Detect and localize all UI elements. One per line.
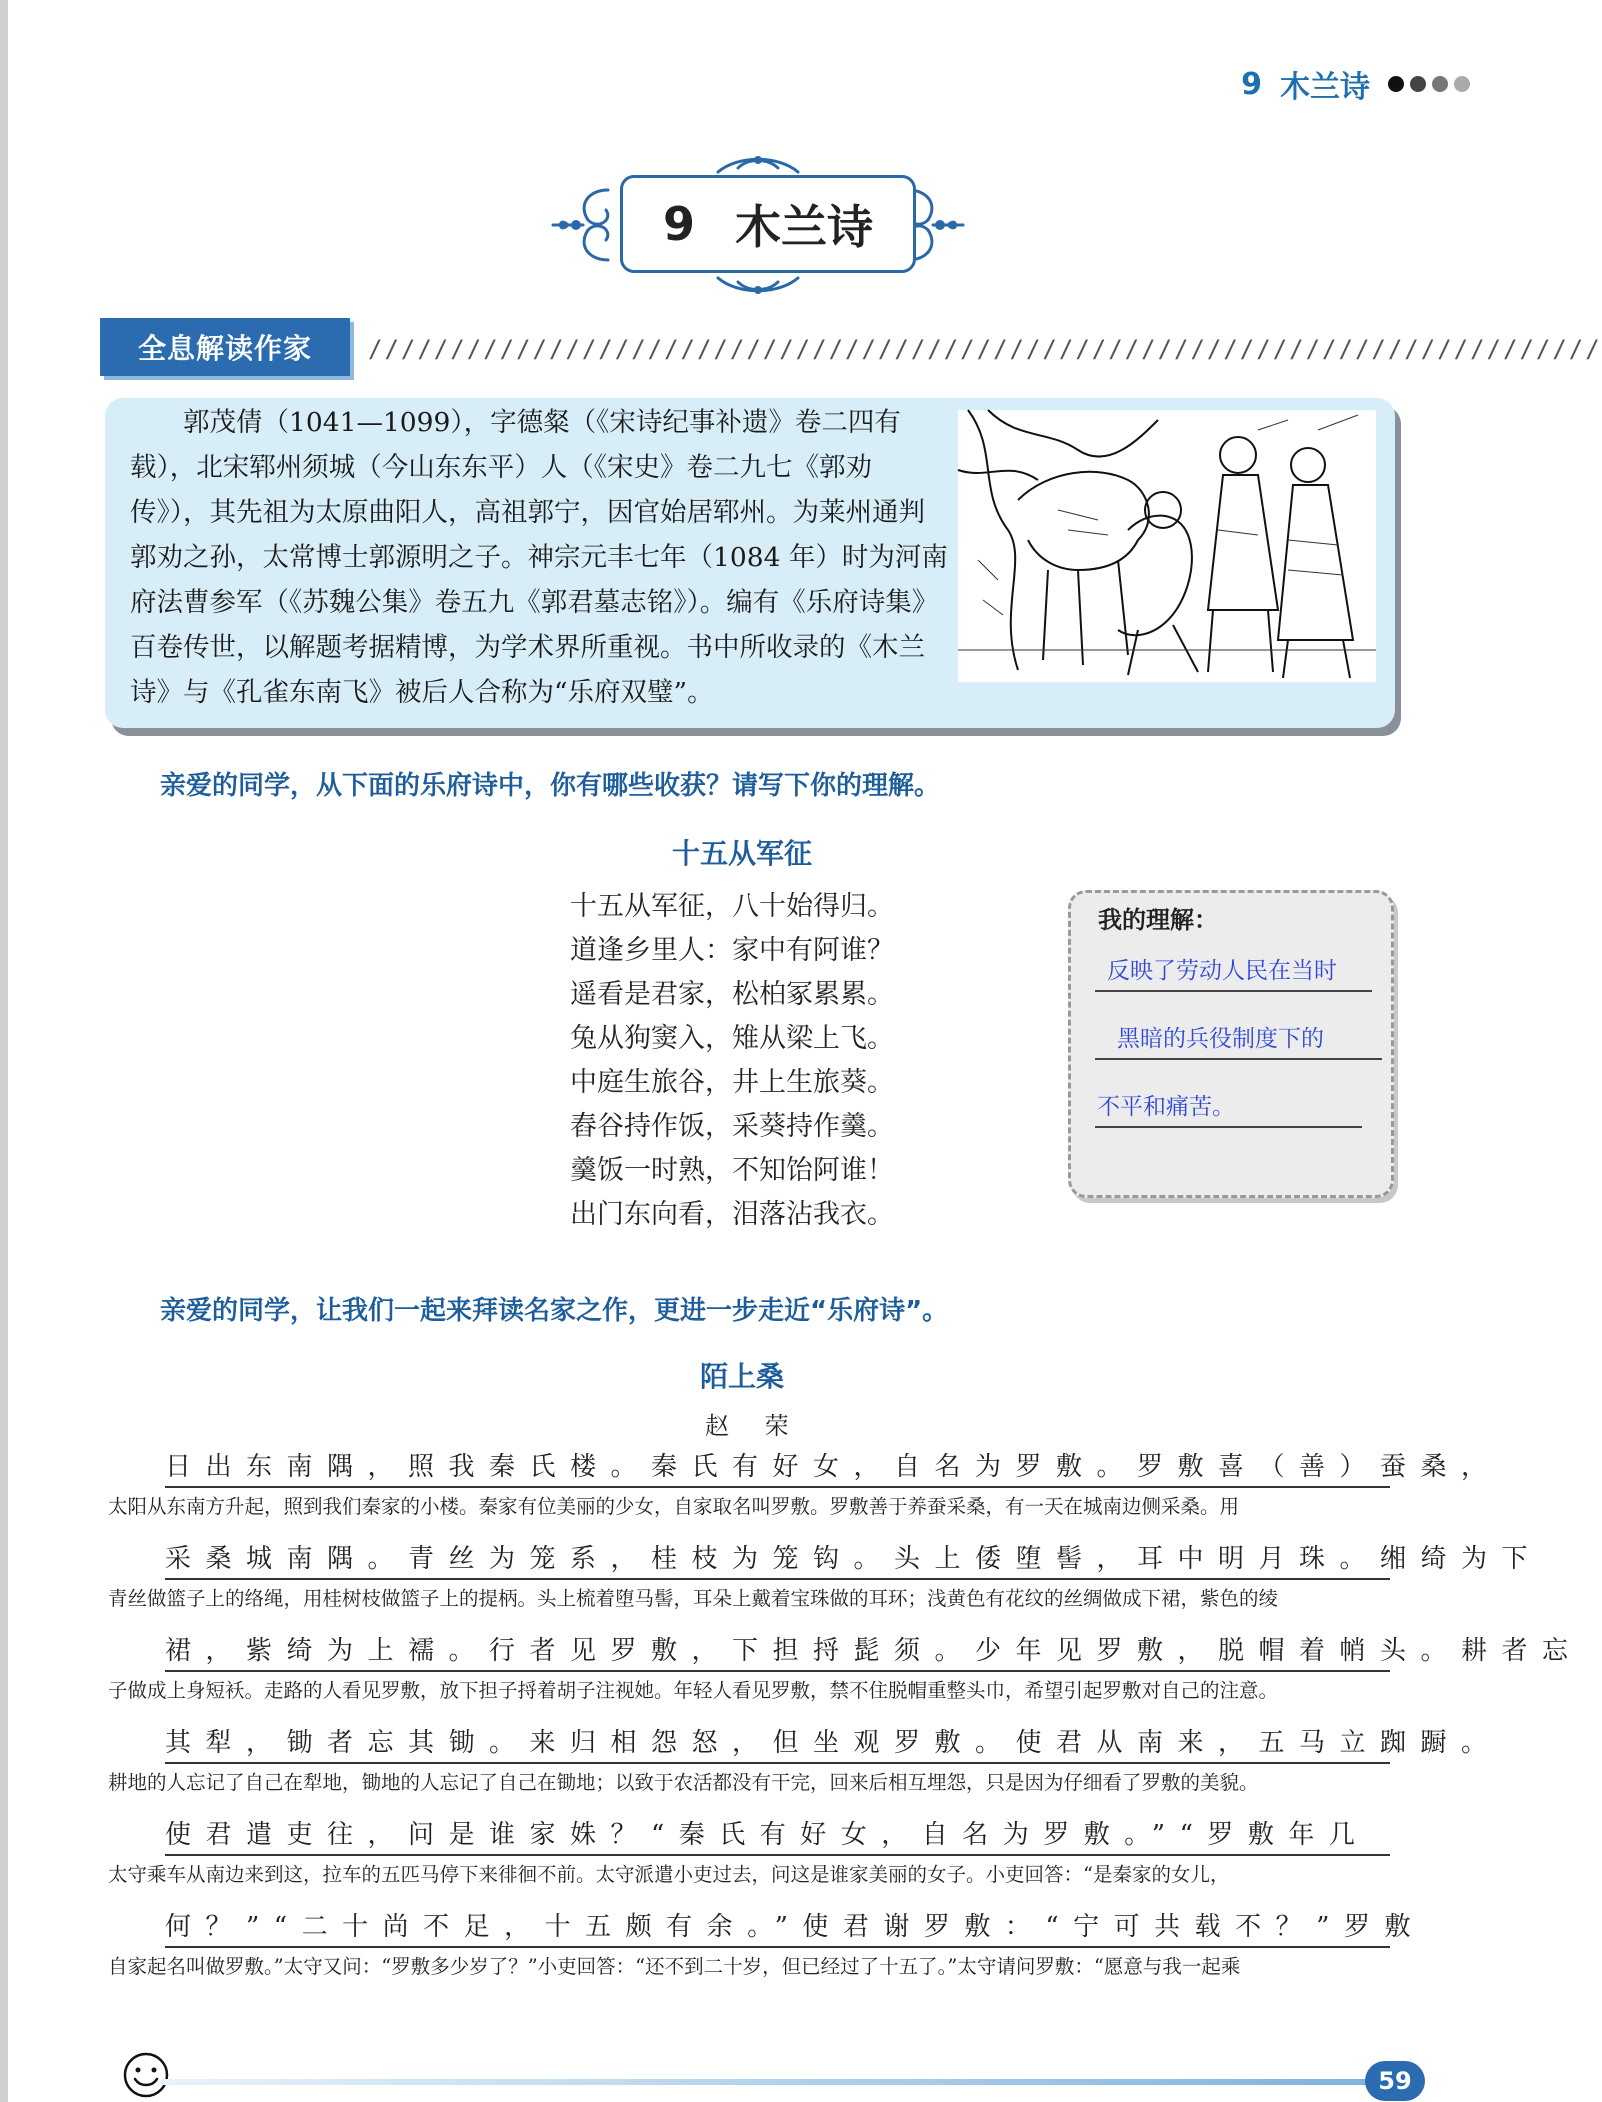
binding-strip — [0, 0, 8, 2102]
poem-1-line: 道逢乡里人：家中有阿谁？ — [570, 935, 894, 966]
page-number: 59 — [1365, 2061, 1425, 2101]
poem-1-title: 十五从军征 — [672, 837, 813, 870]
page-title — [620, 175, 916, 273]
running-header-dots — [1388, 76, 1470, 92]
poem-1-line: 羹饭一时熟，不知饴阿谁！ — [570, 1155, 894, 1186]
poem-2-translation-line: 耕地的人忘记了自己在犁地，锄地的人忘记了自己在锄地；以致于农活都没有干完，回来后相互埋怨，只是因为仔细看了罗敷的美貌。 — [108, 1771, 1259, 1794]
section-divider: /////////////////////////////////////////////////////////////////////////// — [368, 335, 1602, 363]
header-dot-3 — [1432, 76, 1448, 92]
poem-2-title: 陌上桑 — [700, 1360, 785, 1393]
smiley-icon — [118, 2050, 174, 2100]
poem-2-translation-line: 子做成上身短袄。走路的人看见罗敷，放下担子捋着胡子注视她。年轻人看见罗敷，禁不住脱帽重整头巾，希望引起罗敷对自己的注意。 — [108, 1679, 1279, 1702]
running-header-number: 9 — [1241, 66, 1262, 102]
poem-2-original-line — [165, 1908, 1425, 1948]
poem-1-line: 出门东向看，泪落沾我衣。 — [570, 1199, 894, 1230]
poem-2-original-line — [165, 1632, 1583, 1672]
illustration-image — [958, 410, 1376, 682]
poem-1-line: 兔从狗窦入，雉从梁上飞。 — [570, 1023, 894, 1054]
poem-1-line: 十五从军征，八十始得归。 — [570, 891, 894, 922]
poem-2-original-line — [165, 1540, 1543, 1580]
original-text: 日出东南隅，照我秦氏楼。秦氏有好女，自名为罗敷。罗敷喜（善）蚕桑， — [165, 1452, 1502, 1482]
handwritten-answer-line: 反映了劳动人民在当时 — [1095, 952, 1372, 992]
original-text: 其犁，锄者忘其锄。来归相怨怒，但坐观罗敷。使君从南来，五马立踟蹰。 — [165, 1728, 1502, 1758]
poem-2-translation-line: 太守乘车从南边来到这，拉车的五匹马停下来徘徊不前。太守派遣小吏过去，问这是谁家美丽的女子。小吏回答：“是秦家的女儿， — [108, 1863, 1230, 1886]
original-text: 采桑城南隅。青丝为笼系，桂枝为笼钩。头上倭堕髻，耳中明月珠。缃绮为下 — [165, 1544, 1543, 1574]
poem-1-line: 遥看是君家，松柏冢累累。 — [570, 979, 894, 1010]
poem-2-author: 赵 荣 — [705, 1412, 803, 1440]
prompt-reflection: 亲爱的同学，从下面的乐府诗中，你有哪些收获？请写下你的理解。 — [160, 771, 941, 801]
understanding-label: 我的理解： — [1098, 906, 1218, 934]
header-dot-1 — [1388, 76, 1404, 92]
poem-1-body — [570, 885, 894, 1237]
running-header-title: 木兰诗 — [1280, 70, 1370, 105]
footer-divider — [160, 2079, 1390, 2085]
header-dot-4 — [1454, 76, 1470, 92]
header-dot-2 — [1410, 76, 1426, 92]
author-text — [130, 400, 950, 715]
handwritten-answer-line: 黑暗的兵役制度下的 — [1095, 1020, 1382, 1060]
poem-1-line: 舂谷持作饭，采葵持作羹。 — [570, 1111, 894, 1142]
handwritten-answer-line: 不平和痛苦。 — [1095, 1088, 1362, 1128]
running-header — [1241, 62, 1470, 106]
title-text: 木兰诗 — [735, 200, 873, 254]
original-text: 裙，紫绮为上襦。行者见罗敷，下担捋髭须。少年见罗敷，脱帽着帩头。耕者忘 — [165, 1636, 1583, 1666]
section-tag: 全息解读作家 — [100, 318, 350, 376]
poem-1-line: 中庭生旅谷，井上生旅葵。 — [570, 1067, 894, 1098]
poem-2-original-line — [165, 1816, 1390, 1856]
poem-2-translation-line: 青丝做篮子上的络绳，用桂树枝做篮子上的提柄。头上梳着堕马髻，耳朵上戴着宝珠做的耳环；浅黄色有花纹的丝绸做成下裙，紫色的绫 — [108, 1587, 1279, 1610]
poem-2-original-line — [165, 1724, 1502, 1764]
poem-2-translation-line: 自家起名叫做罗敷。”太守又问：“罗敷多少岁了？”小吏回答：“还不到二十岁，但已经过了十五了。”太守请问罗敷：“愿意与我一起乘 — [108, 1955, 1241, 1978]
title-number: 9 — [662, 197, 695, 251]
poem-2-original-line — [165, 1448, 1502, 1488]
author-paragraph: 郭茂倩（1041—1099），字德粲（《宋诗纪事补遗》卷二四有载），北宋郓州须城（今山东东平）人（《宋史》卷二九七《郭劝传》），其先祖为太原曲阳人，高祖郭宁，因官始居郓州。为莱州通判郭劝之孙，太常博士郭源明之子。神宗元丰七年（1084 年）时为河南府法曹参军（《苏魏公集》卷五九《郭君墓志铭》）。编有《乐府诗集》百卷传世，以解题考据精博，为学术界所重视。书中所收录的《木兰诗》与《孔雀东南飞》被后人合称为“乐府双璧”。 — [130, 407, 948, 708]
poem-2-translation-line: 太阳从东南方升起，照到我们秦家的小楼。秦家有位美丽的少女，自家取名叫罗敷。罗敷善于养蚕采桑，有一天在城南边侧采桑。用 — [108, 1495, 1240, 1518]
prompt-reading: 亲爱的同学，让我们一起来拜读名家之作，更进一步走近“乐府诗”。 — [160, 1296, 949, 1326]
original-text: 何？”“二十尚不足，十五颇有余。”使君谢罗敷：“宁可共载不？”罗敷 — [165, 1912, 1425, 1942]
original-text: 使君遣吏往，问是谁家姝？“秦氏有好女，自名为罗敷。”“罗敷年几 — [165, 1820, 1370, 1850]
